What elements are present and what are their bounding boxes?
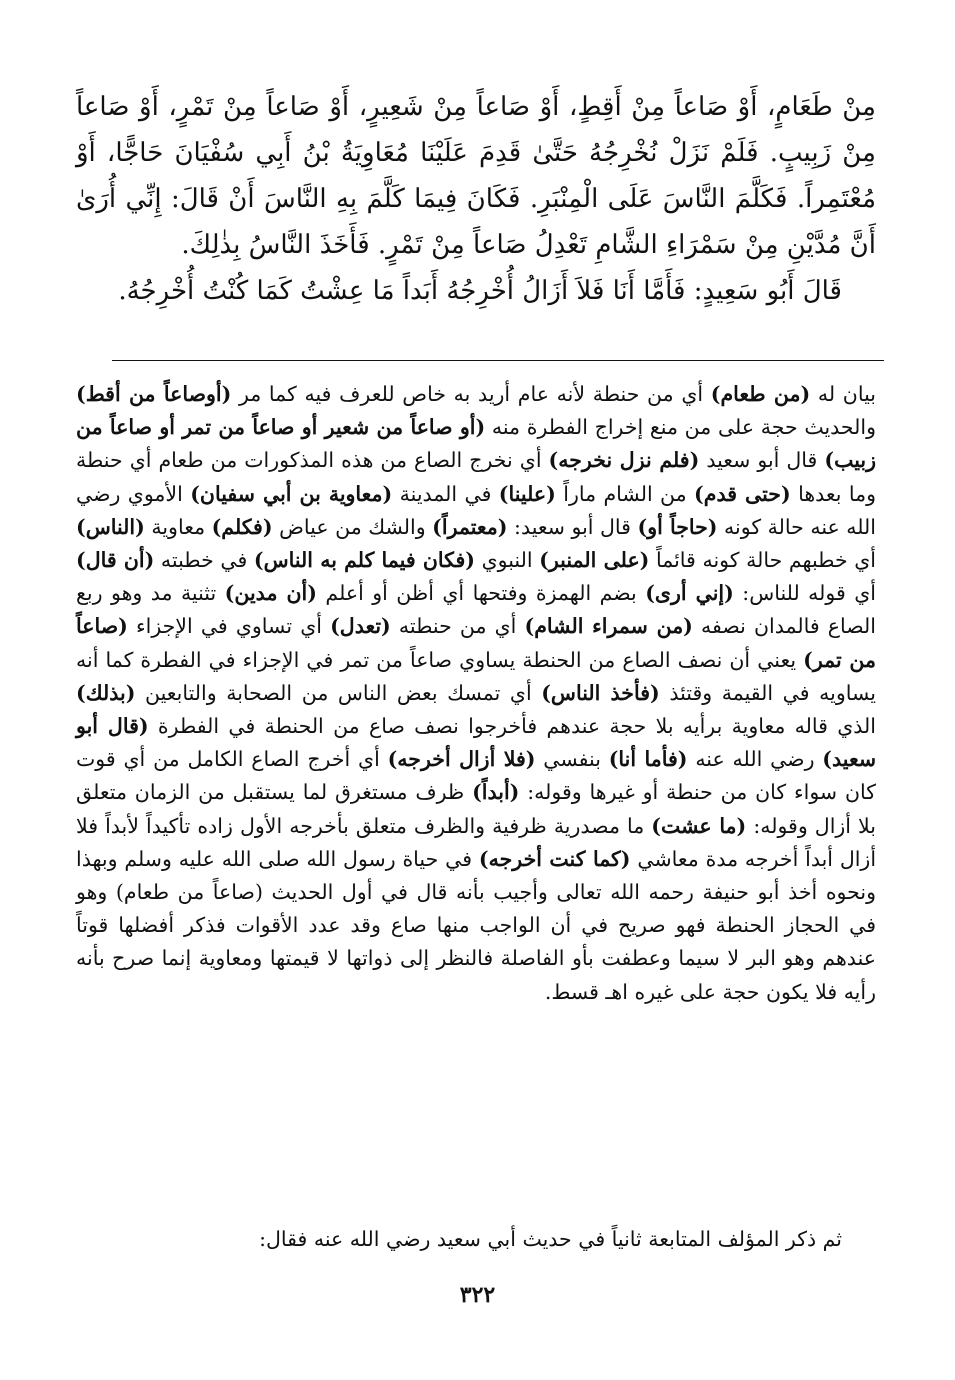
commentary-text-segment: في خطبته: [154, 548, 254, 573]
quoted-phrase: (معتمراً): [432, 514, 508, 539]
quoted-phrase: (ما عشت): [651, 813, 747, 838]
quoted-phrase: (قال أبو سعيد): [76, 714, 877, 772]
commentary-text-segment: والشك من عياض: [272, 514, 433, 539]
quoted-phrase: (فلا أزال أخرجه): [387, 747, 536, 772]
commentary-text-segment: النبوي: [475, 548, 540, 573]
quoted-phrase: (فلم نزل نخرجه): [548, 448, 700, 473]
quoted-phrase: (فكان فيما كلم به الناس): [253, 548, 475, 573]
commentary-text-segment: أي خطبهم حالة كونه قائماً: [649, 548, 876, 573]
commentary-text-segment: الأموي رضي الله عنه حالة كونه: [76, 481, 877, 539]
commentary-text-segment: أي نخرج الصاع من هذه المذكورات من طعام أي حنطة وما بعدها: [76, 448, 877, 506]
commentary-text-segment: قال أبو سعيد:: [507, 514, 638, 539]
quoted-phrase: (أو صاعاً من شعير أو صاعاً من تمر أو صاعاً من زبيب): [76, 415, 876, 473]
page-number: ٣٢٢: [459, 1282, 496, 1308]
commentary-text-segment: بضم الهمزة وفتحها أي أظن أو أعلم: [316, 581, 646, 606]
quoted-phrase: (كما كنت أخرجه): [478, 846, 631, 871]
commentary-text-segment: أي أخرج الصاع الكامل من أي قوت كان سواء كان من حنطة أو غيرها وقوله:: [76, 747, 876, 805]
commentary-text-segment: الذي قاله معاوية برأيه بلا حجة عندهم فأخرجوا نصف صاع من الحنطة في الفطرة: [148, 714, 876, 739]
hadith-text: [76, 84, 876, 314]
footnote-divider: [112, 360, 884, 361]
hadith-paragraph: قَالَ أَبُو سَعِيدٍ: فَأَمَّا أَنَا فَلاَ أَزَالُ أُخْرِجُهُ أَبَداً مَا عِشْتُ كَمَا كُنْتُ أُخْرِجُهُ.: [118, 276, 842, 306]
commentary-text-segment: بنفسي: [535, 747, 609, 772]
commentary-text-segment: أي تساوي في الإجزاء: [127, 614, 331, 639]
commentary-text-segment: ما مصدرية ظرفية والظرف متعلق بأخرجه الأول زاده تأكيداً لأبداً فلا أزال أبداً أخرجه مدة معاشي: [76, 813, 877, 871]
commentary-text-segment: قال أبو سعيد: [699, 448, 825, 473]
quoted-phrase: (أن قال): [76, 548, 155, 573]
quoted-phrase: (من طعام): [710, 382, 811, 406]
quoted-phrase: (الناس): [76, 514, 145, 539]
hadith-paragraph: مِنْ طَعَامٍ، أَوْ صَاعاً مِنْ أَقِطٍ، أَوْ صَاعاً مِنْ شَعِيرٍ، أَوْ صَاعاً مِنْ تَمْرٍ، أَوْ صَاعاً مِنْ زَبِيبٍ. فَلَمْ نَزَلْ نُخْرِجُهُ حَتَّىٰ قَدِمَ عَلَيْنَا مُعَاوِيَةُ بْنُ أَبِي سُفْيَانَ حَاجًّا، أَوْ مُعْتَمِراً. فَكَلَّمَ النَّاسَ عَلَى الْمِنْبَرِ. فَكَانَ فِيمَا كَلَّمَ بِهِ النَّاسَ أَنْ قَالَ: إِنِّي أُرَىٰ أَنَّ مُدَّيْنِ مِنْ سَمْرَاءِ الشَّامِ تَعْدِلُ صَاعاً مِنْ تَمْرٍ. فَأَخَذَ النَّاسُ بِذٰلِكَ.: [76, 92, 876, 260]
quoted-phrase: (أبداً): [472, 780, 520, 805]
commentary-text-segment: في حياة رسول الله صلى الله عليه وسلم وبهذا ونحوه أخذ أبو حنيفة رحمه الله تعالى وأجيب بأنه قال في أول الحديث (صاعاً من طعام) وهو في الحجاز الحنطة فهو صريح في أن الواجب منها صاع وقد عدد الأقوات فذكر أفضلها قوتاً عندهم وهو البر لا سيما وعطفت بأو الفاصلة فالنظر إلى ذواتها لا قيمتها ومعاوية إنما صرح بأنه رأيه فلا يكون حجة على غيره اهـ قسط.: [76, 846, 876, 1004]
quoted-phrase: (أن مدين): [224, 581, 317, 606]
transition-line: ثم ذكر المؤلف المتابعة ثانياً في حديث أبي سعيد رضي الله عنه فقال:: [259, 1227, 842, 1251]
commentary-text-segment: أي من حنطة لأنه عام أريد به خاص للعرف فيه كما مر: [231, 382, 711, 406]
commentary-text-segment: معاوية: [144, 514, 212, 539]
commentary-text-segment: والحديث حجة على من منع إخراج الفطرة منه: [485, 415, 876, 440]
commentary-text-segment: ظرف مستغرق لما يستقبل من الزمان متعلق بلا أزال وقوله:: [76, 780, 876, 838]
commentary-text-segment: أي قوله للناس:: [733, 581, 876, 606]
commentary-text-segment: من الشام ماراً: [555, 481, 695, 506]
commentary-text-segment: بيان له: [810, 382, 876, 406]
quoted-phrase: (حتى قدم): [694, 481, 791, 506]
commentary-text-segment: تثنية مد وهو ربع الصاع فالمدان نصفه: [76, 581, 877, 639]
quoted-phrase: (معاوية بن أبي سفيان): [190, 481, 393, 506]
quoted-phrase: (أوصاعاً من أقط): [76, 382, 232, 406]
commentary-text: [76, 378, 876, 1009]
commentary-text-segment: في المدينة: [392, 481, 499, 506]
quoted-phrase: (فكلم): [211, 514, 273, 539]
quoted-phrase: (فأخذ الناس): [541, 680, 660, 705]
commentary-text-segment: يعني أن نصف الصاع من الحنطة يساوي صاعاً من تمر في الإجزاء في الفطرة كما أنه يساويه في القيمة وقتئذ: [76, 647, 876, 705]
quoted-phrase: (من سمراء الشام): [524, 614, 693, 639]
quoted-phrase: (بذلك): [76, 680, 136, 705]
quoted-phrase: (فأما أنا): [608, 747, 688, 772]
commentary-text-segment: أي من حنطته: [390, 614, 525, 639]
quoted-phrase: (تعدل): [330, 614, 391, 639]
commentary-text-segment: أي تمسك بعض الناس من الصحابة والتابعين: [135, 680, 542, 705]
quoted-phrase: (حاجاً أو): [637, 514, 718, 539]
quoted-phrase: (إني أرى): [645, 581, 734, 606]
quoted-phrase: (على المنبر): [539, 548, 650, 573]
commentary-text-segment: رضي الله عنه: [687, 747, 823, 772]
quoted-phrase: (علينا): [498, 481, 556, 506]
quoted-phrase: (صاعاً من تمر): [76, 614, 876, 672]
